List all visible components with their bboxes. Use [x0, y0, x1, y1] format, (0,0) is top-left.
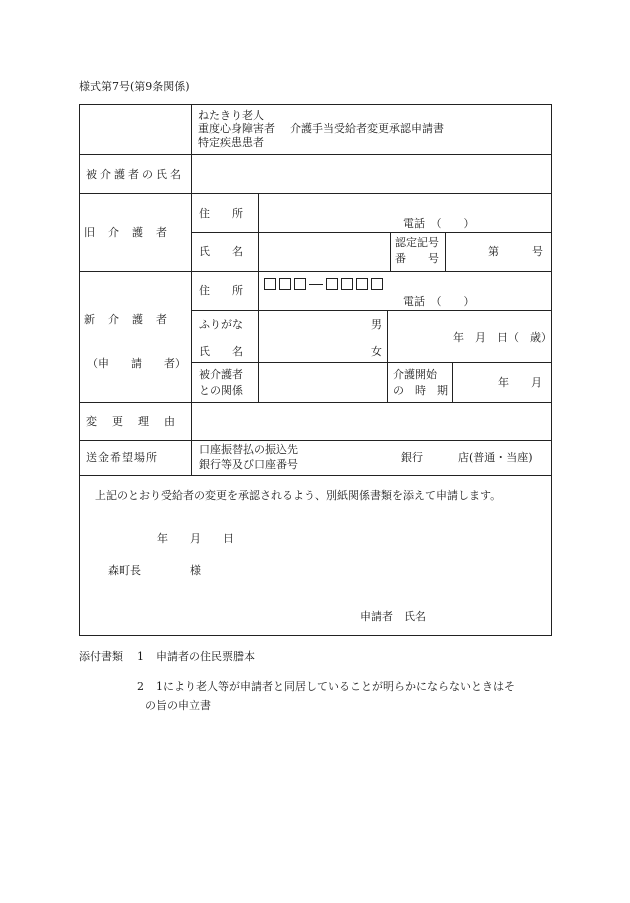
remittance-label: 送金希望場所 [86, 451, 158, 464]
old-caregiver-label: 旧 介 護 者 [84, 226, 168, 239]
recipient-name-field[interactable] [193, 156, 549, 192]
branch-account-type-label: 店(普通・当座) [458, 451, 533, 464]
row-divider [79, 271, 552, 272]
attachment-2-number: 2 [137, 680, 144, 693]
cert-label-line2: 番 号 [395, 252, 439, 265]
form-title: 介護手当受給者変更承認申請書 [290, 122, 444, 135]
old-phone-label: 電話 （ ） [403, 217, 475, 230]
gender-male-option[interactable]: 男 [371, 318, 382, 331]
relation-field[interactable] [260, 364, 385, 400]
row-divider [79, 402, 552, 403]
postal-digit-box[interactable] [264, 278, 276, 290]
start-label-line1: 介護開始 [393, 368, 437, 381]
title-target-bedridden: ねたきり老人 [198, 109, 264, 122]
attachment-1-text: 申請者の住民票謄本 [156, 650, 255, 663]
remittance-desc-line1: 口座振替払の振込先 [199, 443, 298, 456]
old-address-label: 住 所 [199, 207, 243, 220]
gender-female-option[interactable]: 女 [371, 345, 382, 358]
new-address-label: 住 所 [199, 284, 243, 297]
start-label-line2: の 時 期 [393, 384, 448, 397]
column-divider [390, 232, 391, 271]
new-name-field[interactable] [260, 312, 365, 360]
start-date-value: 年 月 [498, 376, 542, 389]
column-divider [191, 104, 192, 475]
attachments-label: 添付書類 [79, 650, 123, 663]
application-date: 年 月 日 [157, 532, 234, 545]
addressee-honorific: 様 [190, 564, 201, 577]
old-name-label: 氏 名 [199, 245, 243, 258]
column-divider [258, 193, 259, 402]
recipient-name-label: 被介護者の氏名 [86, 168, 184, 181]
birth-date-label: 年 月 日（ 歳） [453, 331, 552, 344]
postal-digit-box[interactable] [356, 278, 368, 290]
column-divider [445, 232, 446, 271]
postal-digit-box[interactable] [294, 278, 306, 290]
row-divider [79, 154, 552, 155]
relation-label-line2: との関係 [199, 384, 243, 397]
attachment-2-text-line1: 1により老人等が申請者と同居していることが明らかにならないときはそ [156, 680, 515, 693]
postal-digit-box[interactable] [371, 278, 383, 290]
row-divider [191, 362, 552, 363]
row-divider [191, 310, 552, 311]
old-name-field[interactable] [260, 234, 388, 269]
relation-label-line1: 被介護者 [199, 368, 243, 381]
new-name-label: 氏 名 [199, 345, 243, 358]
bank-label: 銀行 [401, 451, 423, 464]
postal-digit-box[interactable] [326, 278, 338, 290]
row-divider [191, 232, 552, 233]
attachment-1-number: 1 [137, 650, 144, 663]
change-reason-label: 変 更 理 由 [86, 415, 177, 428]
attachment-2-text-line2: の旨の申立書 [145, 699, 211, 712]
row-divider [79, 475, 552, 476]
cert-number-value: 第 号 [488, 245, 543, 258]
row-divider [79, 440, 552, 441]
new-caregiver-label: 新 介 護 者 [84, 313, 168, 326]
postal-digit-box[interactable] [341, 278, 353, 290]
new-phone-label: 電話 （ ） [403, 295, 475, 308]
cert-label-line1: 認定記号 [395, 236, 439, 249]
row-divider [79, 193, 552, 194]
applicant-sublabel: （申 請 者） [87, 357, 186, 370]
column-divider [452, 362, 453, 402]
declaration-text: 上記のとおり受給者の変更を承認されるよう、別紙関係書類を添えて申請します。 [95, 489, 502, 502]
title-target-disabled: 重度心身障害者 [198, 122, 275, 135]
addressee: 森町長 [108, 564, 141, 577]
column-divider [387, 310, 388, 402]
title-target-disease: 特定疾患患者 [198, 136, 264, 149]
postal-dash [309, 284, 323, 285]
remittance-desc-line2: 銀行等及び口座番号 [199, 458, 298, 471]
postal-digit-box[interactable] [279, 278, 291, 290]
furigana-label: ふりがな [199, 318, 243, 331]
postal-code-boxes[interactable] [264, 278, 386, 292]
applicant-name-label: 申請者 氏名 [360, 610, 426, 623]
change-reason-field[interactable] [193, 404, 549, 438]
form-number: 様式第7号(第9条関係) [79, 80, 190, 93]
